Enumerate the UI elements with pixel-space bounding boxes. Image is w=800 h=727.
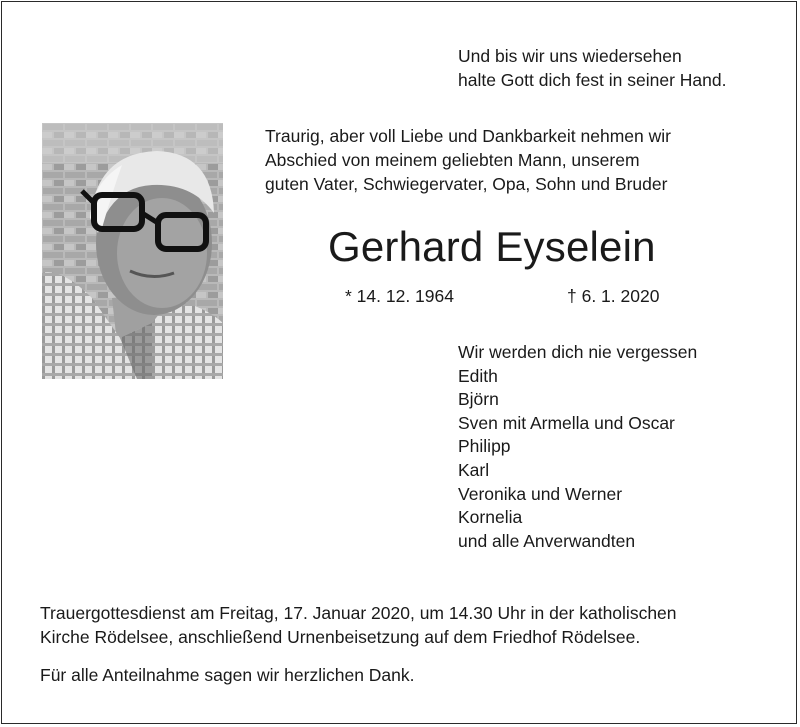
family-member: Sven mit Armella und Oscar: [458, 412, 675, 433]
motto-line: halte Gott dich fest in seiner Hand.: [458, 70, 727, 90]
death-date: † 6. 1. 2020: [567, 286, 660, 306]
family-member: und alle Anverwandten: [458, 530, 636, 551]
family-member: Edith: [458, 365, 498, 386]
family-member: Philipp: [458, 436, 511, 457]
family-member: Björn: [458, 389, 499, 410]
intro-text: [265, 124, 671, 196]
portrait-photo: [42, 123, 223, 379]
family-member: Kornelia: [458, 507, 523, 528]
intro-line: Traurig, aber voll Liebe und Dankbarkeit nehmen wir: [265, 126, 671, 146]
family-signatures: [458, 340, 697, 552]
funeral-service-info: [40, 601, 677, 649]
deceased-name: Gerhard Eyselein: [328, 223, 656, 270]
family-member: Veronika und Werner: [458, 483, 623, 504]
birth-date: * 14. 12. 1964: [345, 286, 454, 306]
service-line: Trauergottesdienst am Freitag, 17. Januar 2020, um 14.30 Uhr in der katholischen: [40, 603, 677, 623]
intro-line: guten Vater, Schwiegervater, Opa, Sohn und Bruder: [265, 174, 668, 194]
intro-line: Abschied von meinem geliebten Mann, unserem: [265, 150, 640, 170]
family-member: Karl: [458, 459, 490, 480]
family-heading: Wir werden dich nie vergessen: [458, 342, 698, 362]
motto-verse: [458, 44, 726, 92]
thanks-line: Für alle Anteilnahme sagen wir herzlichen Dank.: [40, 665, 415, 685]
service-line: Kirche Rödelsee, anschließend Urnenbeisetzung auf dem Friedhof Rödelsee.: [40, 627, 641, 647]
motto-line: Und bis wir uns wiedersehen: [458, 46, 682, 66]
